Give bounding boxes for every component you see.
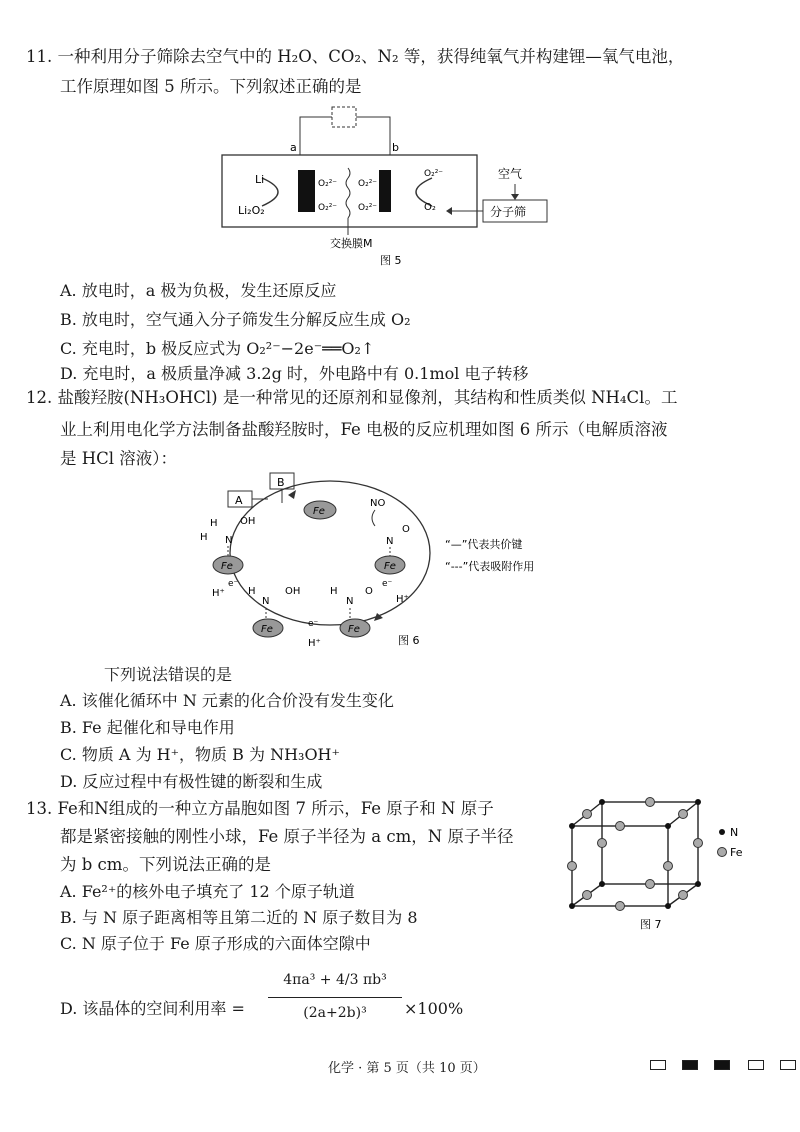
- membrane-m: [346, 168, 350, 218]
- q11-stem-line2: 工作原理如图 5 所示。下列叙述正确的是: [60, 77, 362, 96]
- n-label-3: N: [262, 596, 270, 607]
- o-label-4: O: [365, 586, 373, 597]
- li2o2-label: Li₂O₂: [238, 204, 265, 217]
- formula-fraction-bar: [268, 997, 402, 998]
- footer-square-3: [714, 1060, 730, 1070]
- q13-option-b: B. 与 N 原子距离相等且第二近的 N 原子数目为 8: [60, 908, 418, 927]
- q12-prompt: 下列说法错误的是: [104, 665, 233, 684]
- n-label-1: N: [225, 535, 233, 546]
- o2-ion-2: O₂²⁻: [318, 203, 338, 213]
- figure-5-battery: [200, 100, 600, 270]
- o2-bottom-label: O₂: [424, 202, 436, 213]
- footer-square-1: [650, 1060, 666, 1070]
- q11-option-c: C. 充电时，b 极反应式为 O₂²⁻−2e⁻══O₂↑: [60, 339, 375, 358]
- q12-option-a: A. 该催化循环中 N 元素的化合价没有发生变化: [60, 691, 394, 710]
- q13-stem-line2: 都是紧密接触的刚性小球，Fe 原子半径为 a cm，N 原子半径: [60, 827, 514, 846]
- box-a-label: A: [235, 494, 243, 507]
- q13-option-d-prefix: D. 该晶体的空间利用率 =: [60, 999, 245, 1018]
- q13-option-a: A. Fe²⁺的核外电子填充了 12 个原子轨道: [60, 882, 355, 901]
- q13-option-c: C. N 原子位于 Fe 原子形成的六面体空隙中: [60, 934, 371, 953]
- oh-label-1: OH: [240, 516, 256, 527]
- figure-6-caption: 图 6: [398, 634, 420, 647]
- figure-7-crystal-cell: [560, 792, 760, 942]
- hplus-label-bottom: H⁺: [308, 638, 321, 649]
- q12-stem-line3: 是 HCl 溶液）：: [60, 449, 178, 468]
- figure-7-caption: 图 7: [640, 918, 662, 931]
- fe-label-bottom-right: Fe: [348, 624, 360, 635]
- formula-denominator: (2a+2b)³: [303, 1005, 367, 1021]
- e-label-left: e⁻: [228, 579, 239, 589]
- formula-numerator: 4πa³ + 4/3 πb³: [283, 972, 387, 988]
- label-b: b: [392, 141, 399, 154]
- q11-stem-line1: 11. 一种利用分子筛除去空气中的 H₂O、CO₂、N₂ 等，获得纯氧气并构建锂—氧气电池，: [26, 47, 685, 66]
- footer-square-5: [780, 1060, 796, 1070]
- sieve-label: 分子筛: [490, 205, 527, 219]
- membrane-label: 交换膜M: [330, 237, 373, 250]
- fe-label-right: Fe: [384, 561, 396, 572]
- fe-label-left: Fe: [221, 561, 233, 572]
- q12-option-b: B. Fe 起催化和导电作用: [60, 718, 235, 737]
- formula-suffix: ×100%: [404, 999, 464, 1018]
- figure-6-mechanism: [190, 468, 600, 653]
- h-label-3: H: [248, 586, 256, 597]
- q12-option-c: C. 物质 A 为 H⁺，物质 B 为 NH₃OH⁺: [60, 745, 340, 764]
- n-label-2: N: [386, 536, 394, 547]
- n-label-4: N: [346, 596, 354, 607]
- e-label-bottom: e⁻: [308, 619, 319, 629]
- hplus-label-left: H⁺: [212, 588, 225, 599]
- e-label-right: e⁻: [382, 579, 393, 589]
- o-label-2: O: [402, 524, 410, 535]
- legend-n: N: [730, 826, 739, 839]
- li-label: Li: [255, 173, 265, 186]
- fe-label-top: Fe: [313, 506, 325, 517]
- hplus-label-right: H⁺: [396, 594, 409, 605]
- legend-fe: Fe: [730, 846, 743, 859]
- legend-adsorption: “---”代表吸附作用: [445, 560, 535, 573]
- load-box: [332, 107, 356, 127]
- o2-ion-4: O₂²⁻: [358, 203, 378, 213]
- o2-ion-1: O₂²⁻: [318, 179, 338, 189]
- q13-stem-line1: 13. Fe和N组成的一种立方晶胞如图 7 所示，Fe 原子和 N 原子: [26, 799, 494, 818]
- oh-label-3: OH: [285, 586, 301, 597]
- o2-ion-3: O₂²⁻: [358, 179, 378, 189]
- o2-top-label: O₂²⁻: [424, 169, 444, 179]
- q12-stem-line1: 12. 盐酸羟胺(NH₃OHCl) 是一种常见的还原剂和显像剂，其结构和性质类似 NH₄Cl。工: [26, 388, 678, 407]
- footer-square-2: [682, 1060, 698, 1070]
- air-label: 空气: [498, 167, 523, 181]
- q11-option-a: A. 放电时，a 极为负极，发生还原反应: [60, 281, 337, 300]
- electrode-a: [298, 170, 315, 212]
- legend-covalent: “—”代表共价键: [445, 538, 523, 551]
- q13-stem-line3: 为 b cm。下列说法正确的是: [60, 855, 271, 874]
- box-b-label: B: [277, 476, 285, 489]
- q12-stem-line2: 业上利用电化学方法制备盐酸羟胺时，Fe 电极的反应机理如图 6 所示（电解质溶液: [60, 420, 668, 439]
- page-footer: 化学 · 第 5 页（共 10 页）: [328, 1061, 486, 1076]
- h-label-1: H: [210, 518, 218, 529]
- q12-option-d: D. 反应过程中有极性键的断裂和生成: [60, 772, 323, 791]
- no-label: NO: [370, 498, 386, 509]
- footer-square-4: [748, 1060, 764, 1070]
- electrode-b: [379, 170, 391, 212]
- q11-option-d: D. 充电时，a 极质量净减 3.2g 时，外电路中有 0.1mol 电子转移: [60, 364, 529, 383]
- fe-label-bottom-left: Fe: [261, 624, 273, 635]
- h-label-4: H: [330, 586, 338, 597]
- figure-5-caption: 图 5: [380, 254, 402, 267]
- q11-option-b: B. 放电时，空气通入分子筛发生分解反应生成 O₂: [60, 310, 411, 329]
- label-a: a: [290, 141, 297, 154]
- h-label-2: H: [200, 532, 208, 543]
